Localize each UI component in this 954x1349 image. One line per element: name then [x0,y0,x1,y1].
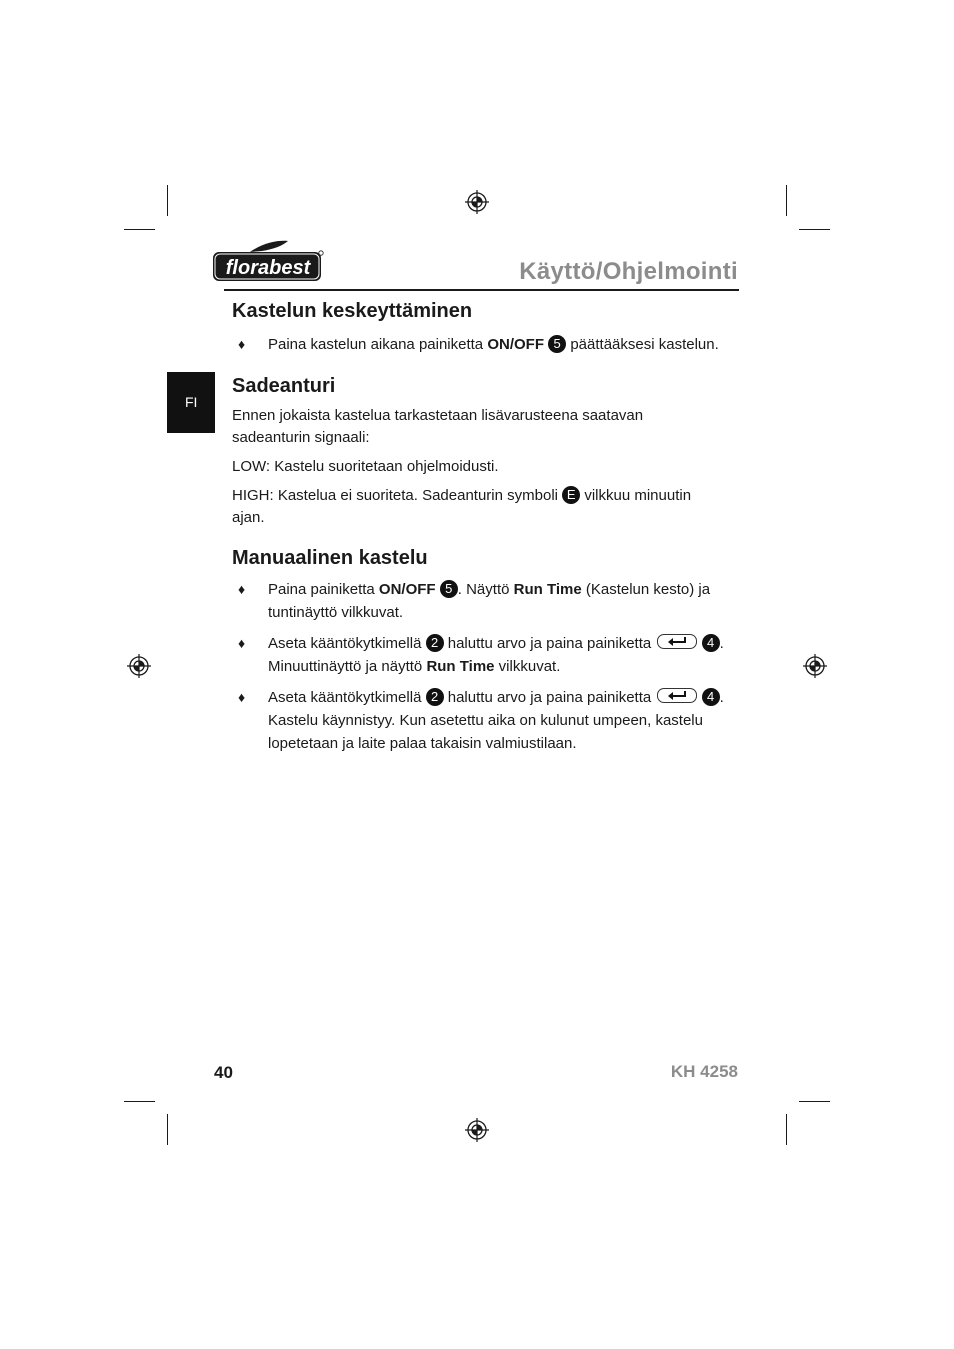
rain-sensor-symbol: E [562,486,580,504]
crop-mark [786,185,787,216]
registration-mark-icon [802,653,828,679]
callout-number: 4 [702,634,720,652]
crop-mark [167,1114,168,1145]
registration-mark-icon [464,1117,490,1143]
callout-number: 2 [426,634,444,652]
list-item: ♦ Aseta kääntökytkimellä 2 haluttu arvo ja paina painiketta 4 . Minuuttinäyttö ja näyttö Run Time vilkkuvat. [232,632,738,678]
registration-mark-icon [126,653,152,679]
list-item: ♦ Paina painiketta ON/OFF 5 . Näyttö Run Time (Kastelun kesto) ja tuntinäyttö vilkkuvat. [232,578,738,624]
brand-wordmark: florabest [225,257,311,279]
crop-mark [124,1101,155,1102]
crop-mark [786,1114,787,1145]
crop-mark [799,1101,830,1102]
section-heading: Kastelun keskeyttäminen [232,300,473,322]
diamond-bullet-icon: ♦ [238,635,246,651]
section-heading: Manuaalinen kastelu [232,547,428,569]
enter-key-icon [657,688,697,703]
page-title: Käyttö/Ohjelmointi [519,258,738,285]
language-tab-label: FI [185,394,198,410]
main-content [232,296,722,755]
registration-mark-icon [464,189,490,215]
header-divider [224,289,739,291]
enter-key-icon [657,634,697,649]
language-tab [167,372,215,433]
paragraph: HIGH: Kastelua ei suoriteta. Sadeanturin symboli E vilkkuu minuutin ajan. [232,487,692,526]
diamond-bullet-icon: ♦ [238,581,246,597]
diamond-bullet-icon: ♦ [238,689,246,705]
callout-number: 5 [548,335,566,353]
diamond-bullet-icon: ♦ [238,336,246,352]
crop-mark [799,229,830,230]
paragraph: LOW: Kastelu suoritetaan ohjelmoidusti. [232,458,499,475]
list-item: ♦ Paina kastelun aikana painiketta ON/OFF 5 päättääksesi kastelun. [232,333,738,356]
crop-mark [124,229,155,230]
florabest-logo [212,240,324,284]
list-item: ♦ Aseta kääntökytkimellä 2 haluttu arvo ja paina painiketta 4 . Kastelu käynnistyy. Kun asetettu aika on kulunut umpeen, kastelu lopetetaan ja laite palaa takaisin valmiustilaan. [232,686,738,755]
page-number: 40 [214,1063,233,1082]
callout-number: 5 [440,580,458,598]
crop-mark [167,185,168,216]
callout-number: 4 [702,688,720,706]
paragraph: Ennen jokaista kastelua tarkastetaan lisävarusteena saatavan sadeanturin signaali: [232,407,644,446]
model-number: KH 4258 [670,1062,738,1081]
section-heading: Sadeanturi [232,375,336,397]
callout-number: 2 [426,688,444,706]
